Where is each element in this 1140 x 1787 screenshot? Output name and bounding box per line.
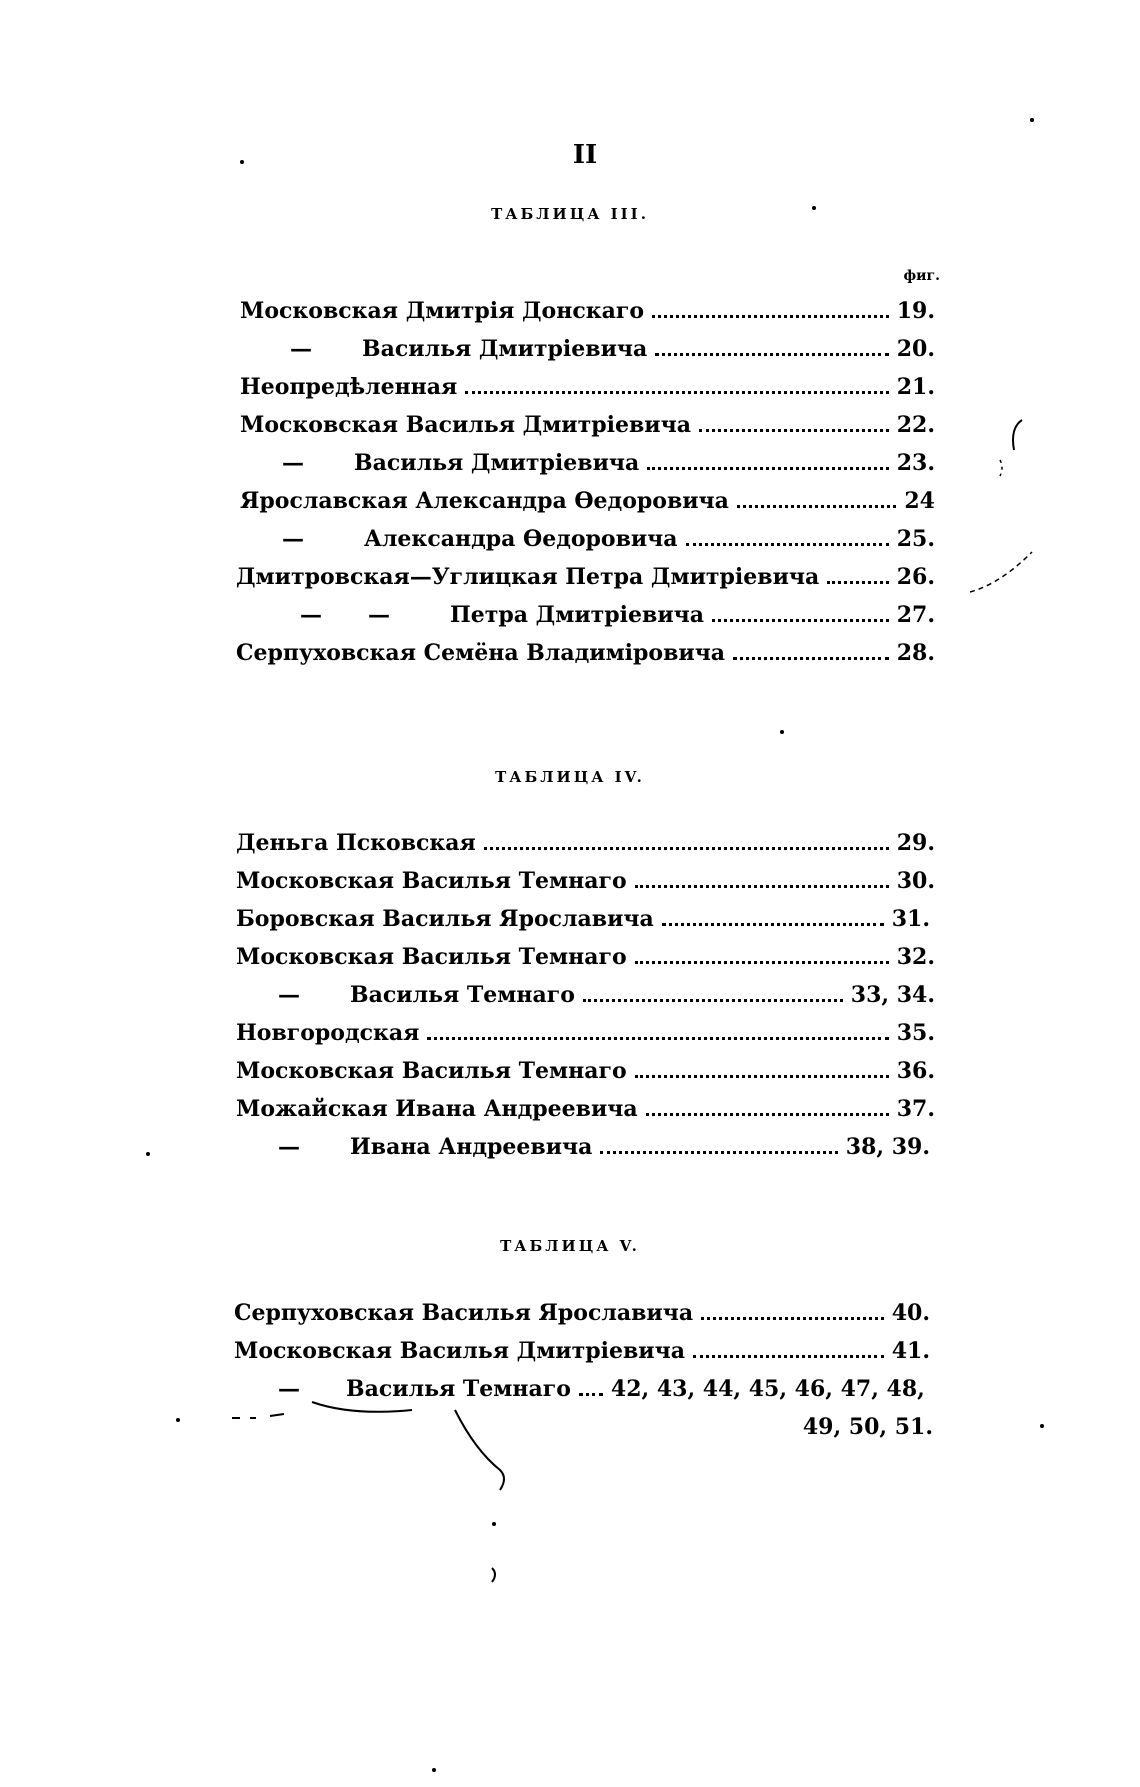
entry-text: Ярославская Александра Ѳедоровича — [240, 488, 729, 514]
entry-text: Василья Темнаго — [346, 1376, 571, 1402]
table-heading: ТАБЛИЦА V. — [500, 1237, 640, 1255]
figure-number: 32. — [896, 944, 935, 970]
entry-text: Серпуховская Семёна Владиміровича — [236, 640, 726, 666]
entry-text: Петра Дмитріевича — [449, 602, 704, 628]
scan-speck — [492, 1522, 496, 1526]
entry-text: Московская Василья Темнаго — [236, 868, 627, 894]
entry-text: Александра Ѳедоровича — [364, 526, 678, 552]
entry-text: Неопредѣленная — [240, 374, 458, 400]
ditto-dash: — — [278, 1376, 300, 1402]
scan-speck — [240, 160, 244, 164]
figure-number: 33, 34. — [850, 982, 935, 1008]
entry-text: Московская Дмитрія Донскаго — [240, 298, 645, 324]
pencil-mark — [312, 1402, 412, 1412]
figure-number: 20. — [896, 336, 935, 362]
figure-number: 27. — [896, 602, 935, 628]
figure-number: 38, 39. — [845, 1134, 930, 1160]
pencil-mark — [970, 552, 1032, 592]
pencil-mark — [1013, 420, 1022, 450]
figure-number: 41. — [891, 1338, 930, 1364]
pencil-mark — [492, 1568, 495, 1582]
ditto-dash: — — [278, 982, 300, 1008]
figure-number-continuation: 49, 50, 51. — [802, 1414, 933, 1440]
figure-number: 36. — [896, 1058, 935, 1084]
table-heading: ТАБЛИЦА III. — [491, 205, 649, 223]
ditto-dash: — — [290, 336, 312, 362]
entry-text: Московская Василья Дмитріевича — [240, 412, 691, 438]
ditto-dash: — — [278, 1134, 300, 1160]
entry-text: Василья Дмитріевича — [354, 450, 640, 476]
entry-text: Дмитровская—Углицкая Петра Дмитріевича — [236, 564, 820, 590]
entry-text: Московская Василья Темнаго — [236, 1058, 627, 1084]
pencil-mark — [455, 1410, 504, 1490]
scan-speck — [1040, 1424, 1044, 1428]
entry-text: Московская Василья Темнаго — [236, 944, 627, 970]
figure-number: 42, 43, 44, 45, 46, 47, 48, — [610, 1376, 925, 1402]
figure-number: 25. — [896, 526, 935, 552]
figure-number: 37. — [896, 1096, 935, 1122]
scan-speck — [176, 1418, 180, 1422]
figure-number: 31. — [891, 906, 930, 932]
pencil-mark — [1000, 460, 1002, 476]
entry-text: Можайская Ивана Андреевича — [236, 1096, 638, 1122]
scan-speck — [432, 1768, 436, 1772]
page-number: II — [572, 140, 598, 170]
figure-number: 29. — [896, 830, 935, 856]
figure-number: 23. — [896, 450, 935, 476]
scan-speck — [812, 206, 816, 210]
figure-number: 22. — [896, 412, 935, 438]
entry-text: Боровская Василья Ярославича — [236, 906, 654, 932]
figure-number: 19. — [896, 298, 935, 324]
ditto-dash: — — [282, 450, 304, 476]
scan-speck — [1030, 118, 1034, 122]
figure-number: 30. — [896, 868, 935, 894]
table-heading: ТАБЛИЦА IV. — [495, 768, 645, 786]
ditto-dash: — — [282, 526, 304, 552]
figure-number: 21. — [896, 374, 935, 400]
figure-number: 26. — [896, 564, 935, 590]
entry-text: Московская Василья Дмитріевича — [234, 1338, 685, 1364]
figure-column-label: фиг. — [903, 268, 940, 284]
entry-text: Василья Дмитріевича — [362, 336, 648, 362]
entry-text: Новгородская — [236, 1020, 420, 1046]
scan-speck — [146, 1152, 150, 1156]
entry-text: Василья Темнаго — [350, 982, 575, 1008]
ditto-dash: — — — [300, 602, 390, 628]
figure-number: 24 — [904, 488, 935, 514]
figure-number: 40. — [891, 1300, 930, 1326]
entry-text: Ивана Андреевича — [350, 1134, 593, 1160]
figure-number: 35. — [896, 1020, 935, 1046]
pencil-mark — [232, 1414, 284, 1418]
figure-number: 28. — [896, 640, 935, 666]
entry-text: Серпуховская Василья Ярославича — [234, 1300, 694, 1326]
entry-text: Деньга Псковская — [236, 830, 476, 856]
scan-speck — [780, 730, 784, 734]
